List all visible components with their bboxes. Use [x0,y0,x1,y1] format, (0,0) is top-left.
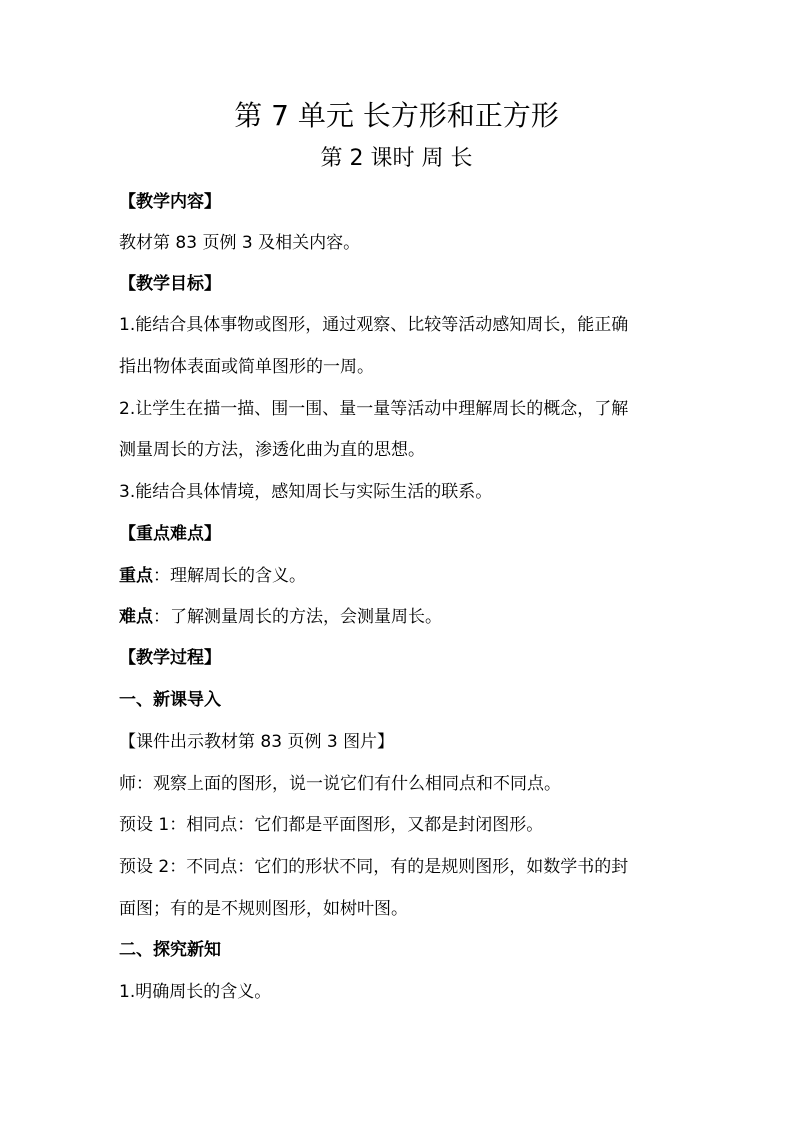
objective-3: 3.能结合具体情境，感知周长与实际生活的联系。 [119,482,493,502]
page-title: 第 7 单元 长方形和正方形 [234,99,559,132]
difficult-point-text: ：了解测量周长的方法，会测量周长。 [153,607,442,627]
key-point-text: ：理解周长的含义。 [153,566,306,586]
explore-step-1: 1.明确周长的含义。 [119,982,272,1002]
subheading-introduction: 一、新课导入 [119,690,221,710]
preset-answer-1: 预设 1：相同点：它们都是平面图形，又都是封闭图形。 [119,815,544,835]
objective-1-line-2: 指出物体表面或简单图形的一周。 [119,357,374,377]
section-heading-objectives: 【教学目标】 [119,274,221,294]
teacher-prompt: 师：观察上面的图形，说一说它们有什么相同点和不同点。 [119,774,561,794]
objective-2-line-2: 测量周长的方法，渗透化曲为直的思想。 [119,440,425,460]
difficult-point-line [119,605,679,629]
courseware-note: 【课件出示教材第 83 页例 3 图片】 [119,732,395,752]
preset-answer-2-line-1: 预设 2：不同点：它们的形状不同，有的是规则图形，如数学书的封 [119,857,629,877]
difficult-point-label: 难点 [119,607,153,627]
section-heading-key-points: 【重点难点】 [119,524,221,544]
key-point-line [119,564,679,588]
content-text: 教材第 83 页例 3 及相关内容。 [119,233,361,253]
section-heading-content: 【教学内容】 [119,192,221,212]
lesson-subtitle: 第 2 课时 周 长 [320,146,473,171]
subheading-explore: 二、探究新知 [119,940,221,960]
preset-answer-2-line-2: 面图；有的是不规则图形，如树叶图。 [119,899,408,919]
key-point-label: 重点 [119,566,153,586]
objective-1-line-1: 1.能结合具体事物或图形，通过观察、比较等活动感知周长，能正确 [119,315,629,335]
section-heading-process: 【教学过程】 [119,648,221,668]
objective-2-line-1: 2.让学生在描一描、围一围、量一量等活动中理解周长的概念，了解 [119,399,629,419]
